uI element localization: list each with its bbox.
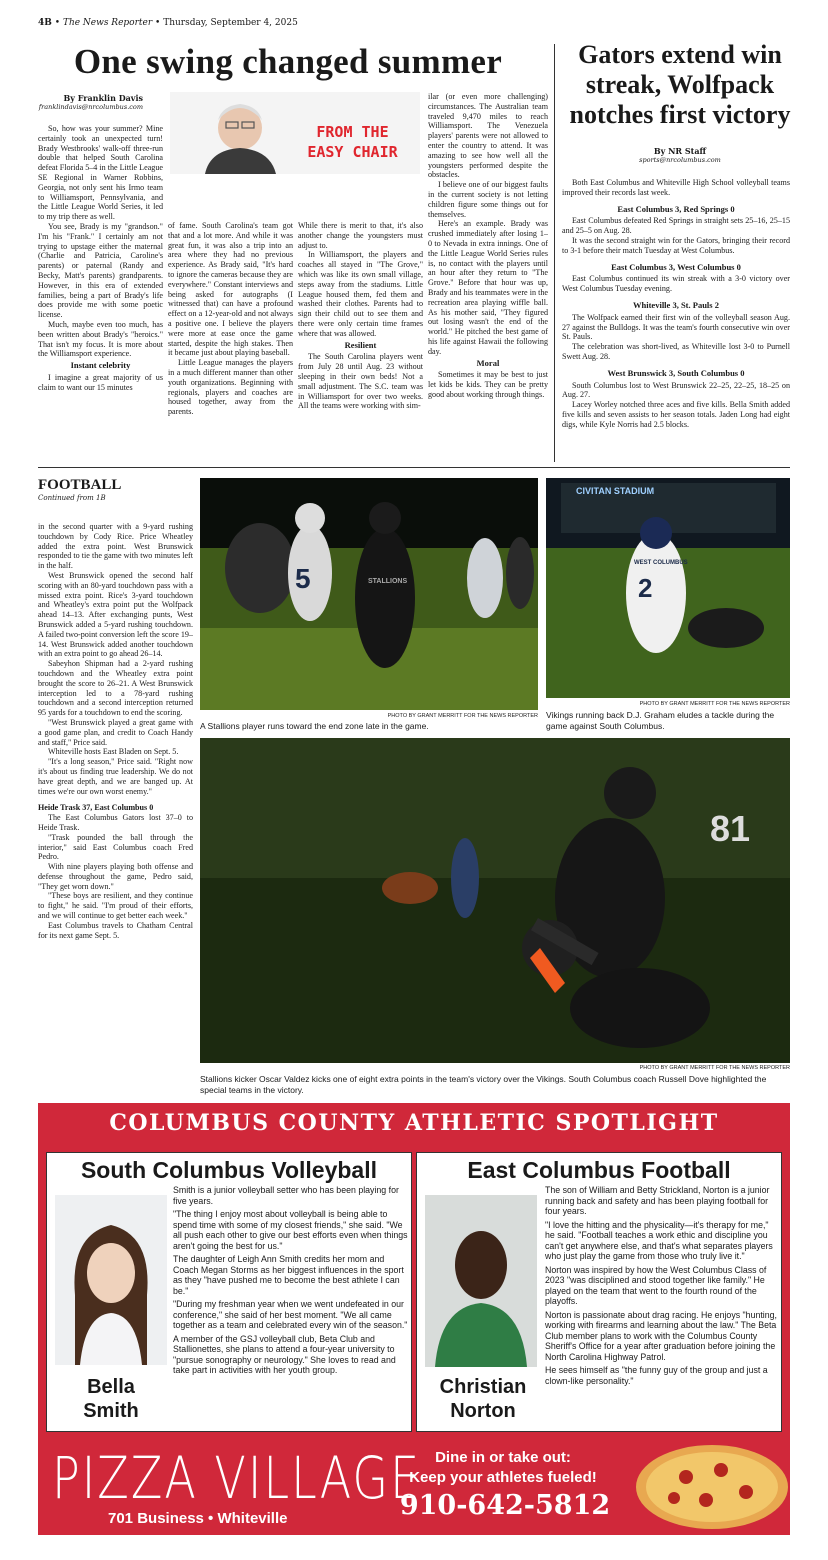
- volleyball-byline-block: [560, 146, 800, 164]
- athlete-photo: [425, 1195, 537, 1367]
- athlete-last-name: Norton: [450, 1400, 516, 1422]
- bio-paragraph: The daughter of Leigh Ann Smith credits her mom and Coach Megan Storms as her biggest influences in the sport as they "have pushed me to become the best athlete I can be.": [173, 1254, 404, 1296]
- volleyball-text: [562, 178, 790, 462]
- athlete-first-name: Christian: [439, 1376, 527, 1398]
- football-label-block: [38, 477, 198, 502]
- paragraph: The South Carolina players went from July 28 until Aug. 23 without sleeping in their own beds! Not a small adjustment. The S.C. team was in Williamsport for over two weeks. All the teams were working with sim-: [298, 352, 423, 411]
- bio-paragraph: Smith is a junior volleyball setter who has been playing for five years.: [173, 1185, 399, 1206]
- column-text-col1: [38, 124, 163, 464]
- paragraph: In Williamsport, the players and coaches all stayed in "The Grove," which was like its own small village, steps away from the stadiums. Little League housed them, fed them and washed their clothes. Parents had to sign their child out to see them and there were only certain time frames where that was allowed.: [298, 250, 423, 338]
- photo-caption: Stallions kicker Oscar Valdez kicks one of eight extra points in the team's victory over the Vikings. South Columbus coach Russell Dove highlighted the special teams in the victory.: [200, 1074, 767, 1095]
- paragraph: Sabeyhon Shipman had a 2-yard rushing touchdown and the Wheatley extra point brought the score to 26–21. A West Brunswick interception led to a 78-yard rushing touchdown and a second interception returned 95 yards for a touchdown to end the scoring.: [38, 659, 193, 718]
- volleyball-headline: Gators extend win streak, Wolfpack notches first victory: [569, 40, 791, 129]
- jersey-team: STALLIONS: [368, 578, 408, 585]
- column-byline: By Franklin Davis: [63, 93, 143, 103]
- photo-caption: A Stallions player runs toward the end zone late in the game.: [200, 721, 429, 731]
- page-header: [38, 18, 298, 28]
- bio-paragraph: Norton is passionate about drag racing. He enjoys "hunting, working with firearms and learning about the law." The Beta Club member plans to work with the Columbus County Sheriff's Office for a year after graduation before joining the North Carolina Highway Patrol.: [545, 1309, 777, 1362]
- paragraph: "Trask pounded the ball through the interior," said East Columbus coach Fred Pedro.: [38, 832, 193, 862]
- bio-paragraph: "I love the hitting and the physicality—it's therapy for me," he said. "Football teaches a work ethic and discipline you can't get anywhere else, and that's what separates players who just play the game from those who truly live it.": [545, 1219, 773, 1261]
- jersey-team: WEST COLUMBUS: [634, 560, 688, 566]
- volleyball-email: sports@nrcolumbus.com: [639, 156, 721, 164]
- ad-business-name: PIZZA VILLAGE: [52, 1444, 422, 1512]
- column-divider: [554, 44, 555, 462]
- column-email: franklindavis@nrcolumbus.com: [38, 103, 143, 111]
- paragraph: The Wolfpack earned their first win of the volleyball season Aug. 27 against the Bulldogs. It was the team's fourth consecutive win over St. Pauls.: [562, 312, 790, 342]
- section-divider: [38, 467, 790, 468]
- paragraph: I believe one of our biggest faults in the current society is not letting children figure some things out for themselves.: [428, 180, 548, 219]
- bio-paragraph: Norton was inspired by how the West Columbus Class of 2023 "was disciplined and stood together like family." He played on the team that went to the fourth round of the playoffs.: [545, 1264, 767, 1306]
- paragraph: I imagine a great majority of us claim to want our 15 minutes: [38, 372, 163, 392]
- football-label: FOOTBALL: [38, 477, 122, 493]
- paragraph: Both East Columbus and Whiteville High School volleyball teams improved their records last week.: [562, 178, 790, 197]
- subhead: Heide Trask 37, East Columbus 0: [38, 803, 154, 813]
- paragraph: "West Brunswick played a great game with a good game plan, and credit to Coach Handy and staff," Price said.: [38, 717, 193, 747]
- ad-phone[interactable]: 910-642-5812: [399, 1490, 611, 1521]
- column-text-col4: [428, 92, 548, 464]
- column-text-col2: [168, 221, 293, 464]
- paragraph: of fame. South Carolina's team got that and a lot more. And while it was great fun, it was also a trip into an area where they had no previous experience. As Brady said, "It's hard to ignore the cameras because they are everywhere." Constant interviews and being asked for autographs (I witnessed that) can have a profound effect on a 12-year-old and not always a positive one. I believe the players were more at ease once the game started, despite the high stakes. Then it became just about playing baseball.: [168, 221, 293, 358]
- bio-paragraph: "During my freshman year when we went undefeated in our conference," she said of her best moment. "We all came together as a team and celebrated every win of the season.": [173, 1299, 408, 1330]
- paragraph: West Brunswick opened the second half scoring with an 80-yard touchdown pass with a missed extra point. Rice's 3-yard touchdown and Wheatley's extra point put the Wolfpack ahead 14–13. After exchanging punts, West Brunswick added a 5-yard rushing touchdown. A failed two-point conversion left the score 19–14. West Brunswick added another touchdown with an extra point to go ahead 26–14.: [38, 570, 193, 659]
- photo-stallions-run: [200, 478, 538, 710]
- photo-credit: PHOTO BY GRANT MERRITT FOR THE NEWS REPORTER: [639, 701, 790, 707]
- paragraph: With nine players playing both offense and defense throughout the game, Pedro said, "They get worn down.": [38, 862, 193, 891]
- photo-kicker: [200, 738, 790, 1063]
- logo-line-1: FROM THE: [316, 123, 389, 141]
- athlete-bio: [173, 1185, 409, 1431]
- pizza-icon: [626, 1442, 788, 1532]
- athlete-last-name: Smith: [83, 1400, 139, 1422]
- paragraph: Little League manages the players in a much different manner than other youth organizations. Beginning with regionals, players and coaches are housed together, away from the parents.: [168, 358, 293, 417]
- athlete-first-name: Bella: [87, 1376, 135, 1398]
- paragraph: The East Columbus Gators lost 37–0 to Heide Trask.: [38, 813, 193, 832]
- subhead: Resilient: [344, 339, 377, 350]
- volleyball-byline: By NR Staff: [653, 146, 707, 156]
- header-separator: •: [155, 18, 161, 28]
- subhead: Moral: [476, 357, 500, 368]
- header-separator: •: [54, 18, 61, 28]
- football-continued: Continued from 1B: [38, 494, 106, 502]
- subhead: East Columbus 3, West Columbus 0: [611, 261, 741, 272]
- scoreboard-text: CIVITAN STADIUM: [576, 486, 655, 496]
- paragraph: Lacey Worley notched three aces and five kills. Bella Smith added five kills and seven assists to her season totals. Jaden Long had eight digs, while Kyle Norris had 2.5 blocks.: [562, 400, 790, 429]
- page-number: 4B: [38, 18, 52, 28]
- paragraph: While there is merit to that, it's also another change the youngsters must adjust to.: [298, 221, 423, 250]
- photo-credit: PHOTO BY GRANT MERRITT FOR THE NEWS REPORTER: [639, 1065, 790, 1071]
- column-byline-block: [38, 93, 143, 111]
- paragraph: East Columbus defeated Red Springs in straight sets 25–16, 25–15 and 25–5 on Aug. 28.: [562, 216, 790, 236]
- football-text: [38, 522, 193, 1098]
- paragraph: Much, maybe even too much, has been written about Brady's "heroics." That isn't my focus. It is more about the Williamsport experience.: [38, 319, 163, 359]
- bio-paragraph: He sees himself as "the funny guy of the group and just a clown-like personality.": [545, 1365, 768, 1386]
- athlete-bio: [545, 1185, 779, 1431]
- subhead: East Columbus 3, Red Springs 0: [617, 203, 735, 214]
- paragraph: Sometimes it may be best to just let kids be kids. They can be pretty good about working through things.: [428, 370, 548, 399]
- paragraph: in the second quarter with a 9-yard rushing touchdown by Cody Rice. Price Wheatley added the extra point. West Brunswick responded to tie the game with two minutes left in the half.: [38, 522, 193, 571]
- ad-tagline-2: Keep your athletes fueled!: [409, 1469, 597, 1486]
- ad-tagline: [388, 1448, 618, 1488]
- column-text-col3: [298, 221, 423, 464]
- paragraph: It was the second straight win for the Gators, bringing their record to 3-1 before their match Tuesday at West Columbus.: [562, 235, 790, 255]
- ad-address: 701 Business • Whiteville: [108, 1510, 288, 1527]
- paper-name: The News Reporter: [62, 18, 153, 28]
- jersey-number: 81: [710, 808, 751, 849]
- paragraph: ilar (or even more challenging) circumstances. The Australian team traveled 9,470 miles to reach Williamsport. The Venezuela players' parents were not allowed to enter the country to attend. It was amazing to see how well all the youngsters performed despite the obstacles.: [428, 92, 548, 180]
- spotlight-panel-left: [46, 1152, 412, 1432]
- jersey-number: 5: [295, 563, 311, 594]
- subhead: Instant celebrity: [70, 360, 131, 371]
- spotlight-panel-right: [416, 1152, 782, 1432]
- subhead: Whiteville 3, St. Pauls 2: [633, 299, 719, 310]
- photo-caption: Vikings running back D.J. Graham eludes a tackle during the game against South Columbus.: [546, 710, 775, 731]
- bio-paragraph: A member of the GSJ volleyball club, Beta Club and Stallionettes, she plans to attend a four-year university to "pursue sonography or neurology." She loves to read and take part in activities with her youth group.: [173, 1333, 396, 1375]
- logo-line-2: EASY CHAIR: [307, 143, 398, 161]
- photo-credit: PHOTO BY GRANT MERRITT FOR THE NEWS REPORTER: [387, 713, 538, 719]
- subhead: West Brunswick 3, South Columbus 0: [607, 367, 745, 378]
- paragraph: So, how was your summer? Mine certainly took an unexpected turn! Brady Westbrooks' walk-off three-run double that helped South Carolina defeat Florida 5–4 in the Little League SE Regional in Warner Robbins, Georgia, not only sent his Irmo team to Williamsport, Pennsylvania, and the Little League World Series, it led to my trip there as well.: [38, 124, 163, 222]
- athlete-photo: [55, 1195, 167, 1365]
- paragraph: "It's a long season," Price said. "Right now it's about us finding true leadership. We do not have great depth, and we are banged up. At times we're our own worst enemy.": [38, 757, 193, 796]
- easy-chair-logo: [170, 92, 420, 174]
- paragraph: Here's an example. Brady was crushed immediately after losing 1–0 to Nevada in extra innings. One of the Little League World Series rules is, no contact with the players until an hour after they return to "The Grove." Before that hour was up, Brady and his teammates were in the recreation area playing wiffle ball. As his mother said, "They figured out losing wasn't the end of the world." He pitched the best game of his life against Hawaii the following day.: [428, 219, 548, 356]
- paragraph: The celebration was short-lived, as Whiteville lost 3-0 to Purnell Swett Aug. 28.: [562, 342, 790, 361]
- pizza-village-ad: [38, 1438, 790, 1535]
- jersey-number: 2: [638, 573, 653, 603]
- column-headline: One swing changed summer: [73, 42, 503, 81]
- paragraph: South Columbus lost to West Brunswick 22–25, 22–25, 18–25 on Aug. 27.: [562, 380, 790, 400]
- spotlight-title: COLUMBUS COUNTY ATHLETIC SPOTLIGHT: [109, 1110, 719, 1136]
- photo-vikings-runner: [546, 478, 790, 698]
- paragraph: Whiteville hosts East Bladen on Sept. 5.: [48, 747, 179, 757]
- issue-date: Thursday, September 4, 2025: [163, 18, 298, 28]
- paragraph: "These boys are resilient, and they continue to fight," he said. "I'm proud of their efforts, and we will continue to get better each week.": [38, 891, 193, 921]
- paragraph: East Columbus travels to Chatham Central for its next game Sept. 5.: [38, 920, 193, 940]
- paragraph: East Columbus continued its win streak with a 3-0 victory over West Columbus Tuesday evening.: [562, 274, 790, 294]
- athlete-sport: East Columbus Football: [467, 1157, 731, 1183]
- ad-tagline-1: Dine in or take out:: [435, 1449, 571, 1466]
- athlete-name: [425, 1375, 541, 1423]
- athlete-sport: South Columbus Volleyball: [80, 1157, 378, 1183]
- athlete-name: [55, 1375, 167, 1423]
- paragraph: You see, Brady is my "grandson." I'm his "Frank." I certainly am not trying to upstage either the maternal (Charlie and Patricia, Caroline's parents) or paternal (Randy and Becky, Matt's parents) grandparents. However, in this era of extended families, being a part of Brady's life does provide me with some poetic license.: [38, 221, 163, 320]
- bio-paragraph: "The thing I enjoy most about volleyball is being able to spend time with some of my closest friends," she said. "We all push each other to give our best efforts even when things aren't going the best for us.": [173, 1209, 408, 1251]
- bio-paragraph: The son of William and Betty Strickland, Norton is a junior running back and safety and has been playing football for four years.: [545, 1185, 770, 1216]
